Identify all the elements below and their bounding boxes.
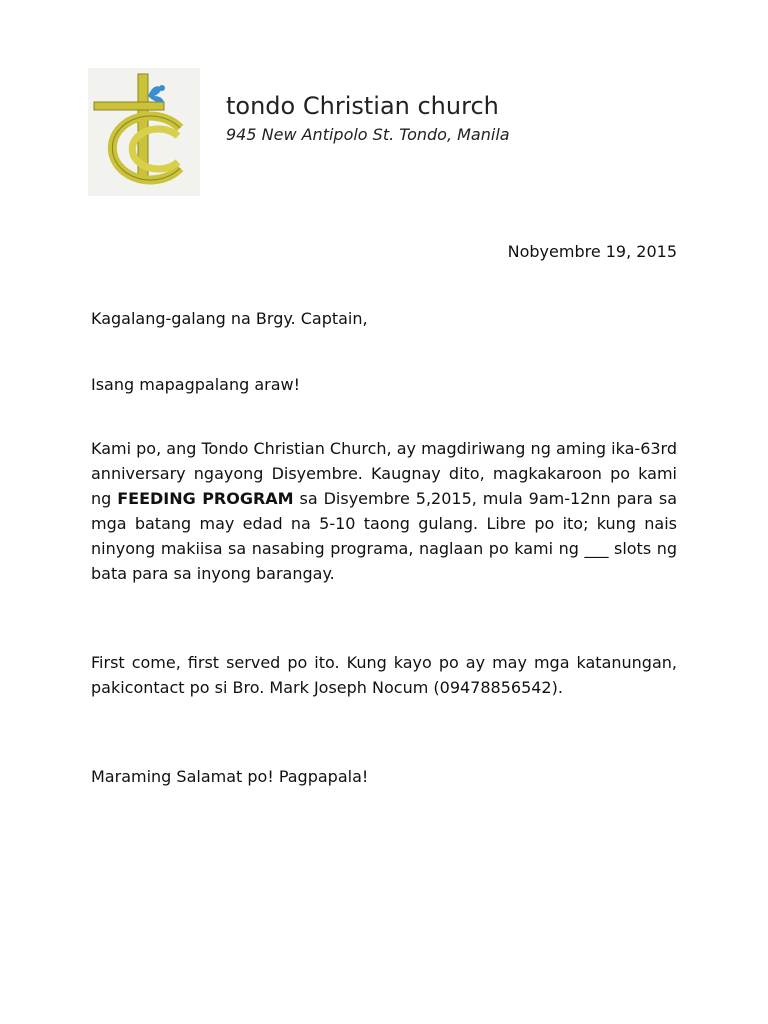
church-name: tondo Christian church: [226, 92, 499, 120]
church-address: 945 New Antipolo St. Tondo, Manila: [226, 125, 510, 144]
paragraph-1-text-b: sa Disyembre 5,2015, mula 9am-12nn para sa mga batang may edad na 5-10 taong gulang. Libre po ito; kung nais ninyong makiisa sa nasabing programa, naglaan po kami ng ___ slots ng bata para sa inyong barangay.: [91, 489, 677, 583]
letter-date: Nobyembre 19, 2015: [507, 242, 677, 261]
closing-line: Maraming Salamat po! Pagpapala!: [91, 767, 369, 786]
greeting: Isang mapagpalang araw!: [91, 375, 301, 394]
church-cross-logo-icon: [88, 68, 200, 196]
salutation: Kagalang-galang na Brgy. Captain,: [91, 309, 368, 328]
body-paragraph-1: [91, 436, 677, 586]
body-paragraph-2: First come, first served po ito. Kung kayo po ay may mga katanungan, pakicontact po si Bro. Mark Joseph Nocum (09478856542).: [91, 653, 677, 697]
paragraph-1-text-a: Kami po, ang Tondo Christian Church, ay magdiriwang ng aming ika-63rd anniversary ngayong Disyembre. Kaugnay dito, magkakaroon po kami ng: [91, 439, 677, 508]
feeding-program-emphasis: FEEDING PROGRAM: [117, 489, 294, 508]
